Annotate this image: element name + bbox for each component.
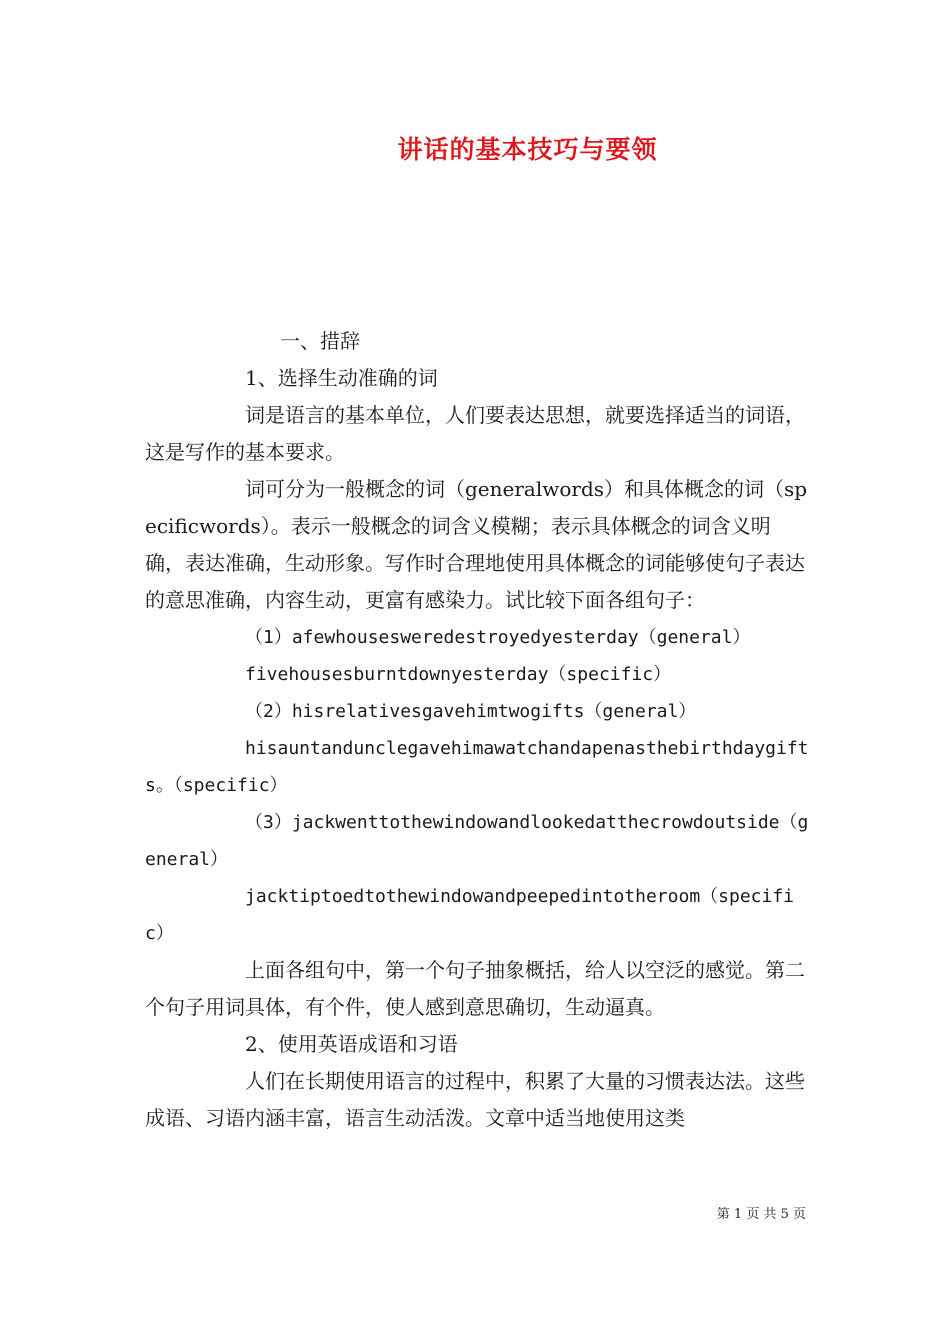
subsection-heading: 1、选择生动准确的词: [245, 366, 438, 390]
section-heading: 一、措辞: [280, 329, 360, 353]
paragraph: 人们在长期使用语言的过程中，积累了大量的习惯表达法。这些成语、习语内涵丰富，语言生动活泼。文章中适当地使用这类: [145, 1069, 805, 1130]
document-body: [145, 323, 810, 1137]
example-sentence: （3）jackwenttothewindowandlookedatthecrowdoutside（general）: [145, 812, 809, 870]
subsection-heading: 2、使用英语成语和习语: [245, 1032, 458, 1056]
example-sentence: fivehousesburntdownyesterday（specific）: [245, 664, 672, 685]
page-footer: 第 1 页 共 5 页: [716, 1207, 806, 1222]
example-sentence: hisauntandunclegavehimawatchandapenasthebirthdaygifts。（specific）: [145, 738, 809, 796]
paragraph: 词可分为一般概念的词（generalwords）和具体概念的词（specificwords）。表示一般概念的词含义模糊；表示具体概念的词含义明确，表达准确，生动形象。写作时合理地使用具体概念的词能够使句子表达的意思准确，内容生动，更富有感染力。试比较下面各组句子：: [145, 477, 808, 612]
page-title: 讲话的基本技巧与要领: [397, 135, 658, 164]
paragraph: 词是语言的基本单位，人们要表达思想，就要选择适当的词语，这是写作的基本要求。: [145, 403, 805, 464]
example-sentence: jacktiptoedtothewindowandpeepedintotheroom（specific）: [145, 886, 795, 944]
paragraph: 上面各组句中，第一个句子抽象概括，给人以空泛的感觉。第二个句子用词具体，有个件，使人感到意思确切，生动逼真。: [145, 958, 805, 1019]
example-sentence: （1）afewhousesweredestroyedyesterday（general）: [245, 627, 751, 648]
example-sentence: （2）hisrelativesgavehimtwogifts（general）: [245, 701, 697, 722]
